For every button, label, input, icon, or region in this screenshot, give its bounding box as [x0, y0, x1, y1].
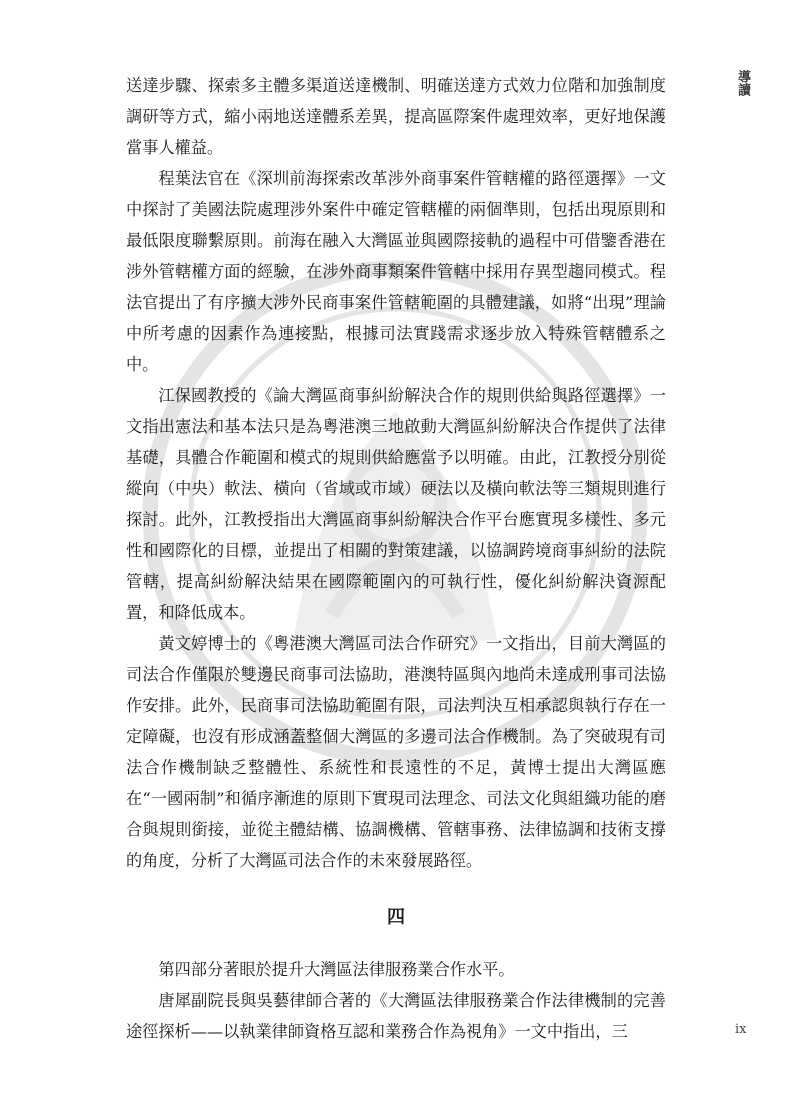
paragraph: 唐犀副院長與吳藝律師合著的《大灣區法律服務業合作法律機制的完善途徑探析——以執業律師資格互認和業務合作為視角》一文中指出，三 [126, 991, 666, 1041]
document-body [126, 70, 666, 1047]
paragraph: 程葉法官在《深圳前海探索改革涉外商事案件管轄權的路徑選擇》一文中探討了美國法院處理涉外案件中確定管轄權的兩個準則，包括出現原則和最低限度聯繫原則。前海在融入大灣區並與國際接軌的過程中可借鑒香港在涉外管轄權方面的經驗，在涉外商事類案件管轄中採用存異型趨同模式。程法官提出了有序擴大涉外民商事案件管轄範圍的具體建議，如將“出現”理論中所考慮的因素作為連接點，根據司法實踐需求逐步放入特殊管轄體系之中。 [126, 169, 666, 374]
paragraph: 江保國教授的《論大灣區商事糾紛解決合作的規則供給與路徑選擇》一文指出憲法和基本法只是為粵港澳三地啟動大灣區糾紛解決合作提供了法律基礎，具體合作範圍和模式的規則供給應當予以明確。由此，江教授分別從縱向（中央）軟法、橫向（省域或市域）硬法以及橫向軟法等三類規則進行探討。此外，江教授指出大灣區商事糾紛解決合作平台應實現多樣性、多元性和國際化的目標，並提出了相關的對策建議，以協調跨境商事糾紛的法院管轄，提高糾紛解決結果在國際範圍內的可執行性，優化糾紛解決資源配置，和降低成本。 [126, 386, 666, 622]
page-number: ix [735, 1022, 747, 1037]
paragraph: 黃文婷博士的《粵港澳大灣區司法合作研究》一文指出，目前大灣區的司法合作僅限於雙邊民商事司法協助，港澳特區與內地尚未達成刑事司法協作安排。此外，民商事司法協助範圍有限，司法判決互相承認與執行存在一定障礙，也沒有形成涵蓋整個大灣區的多邊司法合作機制。為了突破現有司法合作機制缺乏整體性、系統性和長遠性的不足，黃博士提出大灣區應在“一國兩制”和循序漸進的原則下實現司法理念、司法文化與組織功能的磨合與規則銜接，並從主體結構、協調機構、管轄事務、法律協調和技術支撐的角度，分析了大灣區司法合作的未來發展路徑。 [126, 634, 666, 870]
running-header-label: 導讀 [735, 70, 750, 96]
section-heading: 四 [387, 907, 405, 928]
paragraph: 送達步驟、探索多主體多渠道送達機制、明確送達方式效力位階和加強制度調研等方式，縮小兩地送達體系差異，提高區際案件處理效率，更好地保護當事人權益。 [126, 76, 666, 157]
paragraph: 第四部分著眼於提升大灣區法律服務業合作水平。 [158, 960, 515, 979]
